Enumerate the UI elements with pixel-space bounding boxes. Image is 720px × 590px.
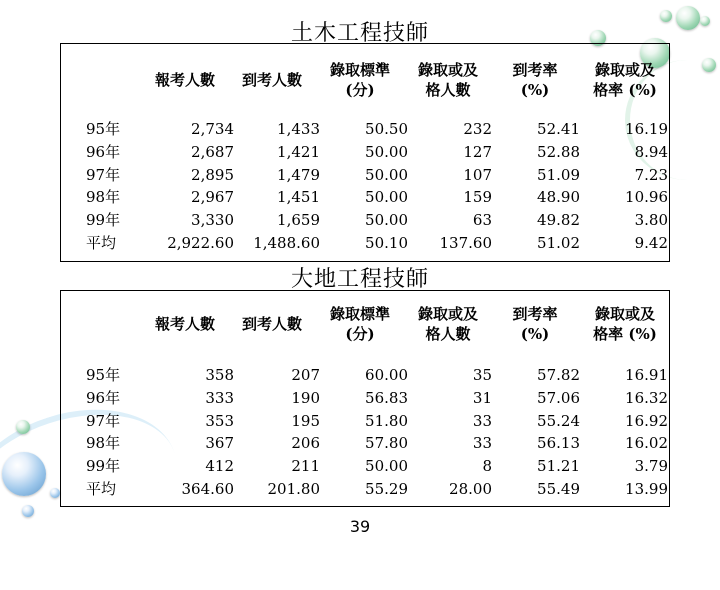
header-label: 報考人數 (154, 315, 215, 333)
year-cell: 96年 (86, 388, 121, 407)
attend-rate-column (500, 118, 580, 255)
table-cell: 56.83 (365, 388, 408, 407)
header-label: 到考人數 (241, 71, 302, 89)
table-cell: 50.00 (365, 211, 408, 230)
year-cell: 96年 (86, 142, 121, 161)
header-attendees (232, 70, 312, 90)
table-cell: 2,895 (191, 165, 234, 184)
year-column (86, 118, 136, 255)
decorative-bubble (702, 58, 716, 72)
year-column (86, 364, 136, 501)
table-cell: 57.82 (537, 366, 580, 384)
table-cell: 358 (205, 366, 234, 384)
header-label: 格率 (%) (593, 325, 657, 343)
header-label: 到考人數 (241, 315, 302, 333)
header-attend-rate (500, 304, 570, 344)
table-cell: 1,488.60 (253, 233, 320, 252)
header-admitted (408, 304, 488, 344)
table-cell: 49.82 (537, 211, 580, 230)
table-cell: 8 (482, 457, 492, 476)
table-cell: 51.80 (365, 411, 408, 430)
table-cell: 57.06 (537, 388, 580, 407)
table-cell: 31 (472, 388, 492, 407)
year-cell: 平均 (86, 479, 117, 498)
admit-rate-column (586, 118, 668, 255)
decorative-bubble (22, 505, 34, 517)
table-cell: 1,479 (277, 165, 320, 184)
applicants-column (150, 364, 234, 501)
decorative-bubble (2, 452, 46, 496)
table-cell: 159 (463, 188, 492, 207)
table-cell: 412 (205, 457, 234, 476)
table-cell: 56.13 (537, 434, 580, 453)
table-cell: 207 (291, 366, 320, 384)
table-cell: 1,451 (277, 188, 320, 207)
table-cell: 55.24 (537, 411, 580, 430)
table-cell: 2,922.60 (167, 233, 234, 252)
year-cell: 99年 (86, 211, 121, 230)
table-cell: 3.79 (634, 457, 668, 476)
header-cutoff (320, 304, 400, 344)
table-cell: 1,433 (277, 120, 320, 138)
table-cell: 2,687 (191, 142, 234, 161)
table-cell: 195 (291, 411, 320, 430)
table-cell: 63 (472, 211, 492, 230)
table-title: 大地工程技師 (290, 267, 429, 292)
table-cell: 33 (472, 434, 492, 453)
table-cell: 107 (463, 165, 492, 184)
table-cell: 52.88 (537, 142, 580, 161)
year-cell: 97年 (86, 411, 121, 430)
year-cell: 平均 (86, 233, 117, 252)
header-label: 錄取或及 (594, 305, 655, 323)
header-label: 報考人數 (154, 71, 215, 89)
admitted-column (412, 364, 492, 501)
table-cell: 50.00 (365, 188, 408, 207)
year-cell: 99年 (86, 457, 121, 476)
header-attendees (232, 314, 312, 334)
table-cell: 127 (463, 142, 492, 161)
attendees-column (236, 118, 320, 255)
table-cell: 16.19 (625, 120, 668, 138)
header-applicants (145, 70, 225, 90)
table-cell: 50.00 (365, 142, 408, 161)
year-cell: 98年 (86, 434, 121, 453)
applicants-column (150, 118, 234, 255)
header-label: 到考率 (512, 61, 558, 79)
attendees-column (236, 364, 320, 501)
cutoff-column (330, 364, 408, 501)
table-cell: 16.02 (625, 434, 668, 453)
table-cell: 211 (291, 457, 320, 476)
header-label: 格人數 (425, 325, 471, 343)
table-cell: 137.60 (439, 233, 492, 252)
year-cell: 95年 (86, 120, 121, 138)
table-cell: 9.42 (634, 233, 668, 252)
table-cell: 2,967 (191, 188, 234, 207)
header-applicants (145, 314, 225, 334)
table-cell: 16.32 (625, 388, 668, 407)
header-label: (分) (345, 81, 375, 99)
table-cell: 353 (205, 411, 234, 430)
table-cell: 1,421 (277, 142, 320, 161)
table-cell: 232 (463, 120, 492, 138)
table-cell: 51.09 (537, 165, 580, 184)
decorative-bubble (16, 420, 30, 434)
table-cell: 50.50 (365, 120, 408, 138)
attend-rate-column (500, 364, 580, 501)
header-admit-rate (580, 60, 670, 100)
header-label: 格率 (%) (593, 81, 657, 99)
table-cell: 50.00 (365, 165, 408, 184)
header-attend-rate (500, 60, 570, 100)
header-label: 錄取或及 (417, 61, 478, 79)
header-label: (分) (345, 325, 375, 343)
table-cell: 2,734 (191, 120, 234, 138)
table-cell: 50.00 (365, 457, 408, 476)
table-cell: 13.99 (625, 479, 668, 498)
admitted-column (412, 118, 492, 255)
table-cell: 333 (205, 388, 234, 407)
year-cell: 95年 (86, 366, 121, 384)
table-cell: 35 (472, 366, 492, 384)
table-cell: 33 (472, 411, 492, 430)
table-cell: 51.21 (537, 457, 580, 476)
table-cell: 7.23 (634, 165, 668, 184)
table-cell: 3.80 (634, 211, 668, 230)
table-cell: 52.41 (537, 120, 580, 138)
table-cell: 16.92 (625, 411, 668, 430)
header-label: 錄取標準 (329, 305, 390, 323)
header-label: (%) (520, 325, 550, 343)
admit-rate-column (586, 364, 668, 501)
header-label: (%) (520, 81, 550, 99)
table-cell: 364.60 (181, 479, 234, 498)
header-label: 到考率 (512, 305, 558, 323)
header-label: 錄取標準 (329, 61, 390, 79)
table-cell: 206 (291, 434, 320, 453)
table-cell: 57.80 (365, 434, 408, 453)
table-cell: 16.91 (625, 366, 668, 384)
header-admitted (408, 60, 488, 100)
table-cell: 190 (291, 388, 320, 407)
header-label: 格人數 (425, 81, 471, 99)
header-label: 錄取或及 (594, 61, 655, 79)
year-cell: 98年 (86, 188, 121, 207)
table-cell: 28.00 (449, 479, 492, 498)
table-cell: 3,330 (191, 211, 234, 230)
cutoff-column (330, 118, 408, 255)
header-cutoff (320, 60, 400, 100)
table-cell: 48.90 (537, 188, 580, 207)
table-cell: 8.94 (634, 142, 668, 161)
page-number: 39 (349, 517, 371, 536)
table-cell: 60.00 (365, 366, 408, 384)
table-cell: 55.49 (537, 479, 580, 498)
table-cell: 50.10 (365, 233, 408, 252)
decorative-bubble (50, 488, 60, 498)
table-cell: 1,659 (277, 211, 320, 230)
table-cell: 55.29 (365, 479, 408, 498)
table-cell: 201.80 (267, 479, 320, 498)
header-label: 錄取或及 (417, 305, 478, 323)
header-admit-rate (580, 304, 670, 344)
table-cell: 367 (205, 434, 234, 453)
year-cell: 97年 (86, 165, 121, 184)
table-cell: 51.02 (537, 233, 580, 252)
table-cell: 10.96 (625, 188, 668, 207)
table-title: 土木工程技師 (290, 21, 429, 46)
